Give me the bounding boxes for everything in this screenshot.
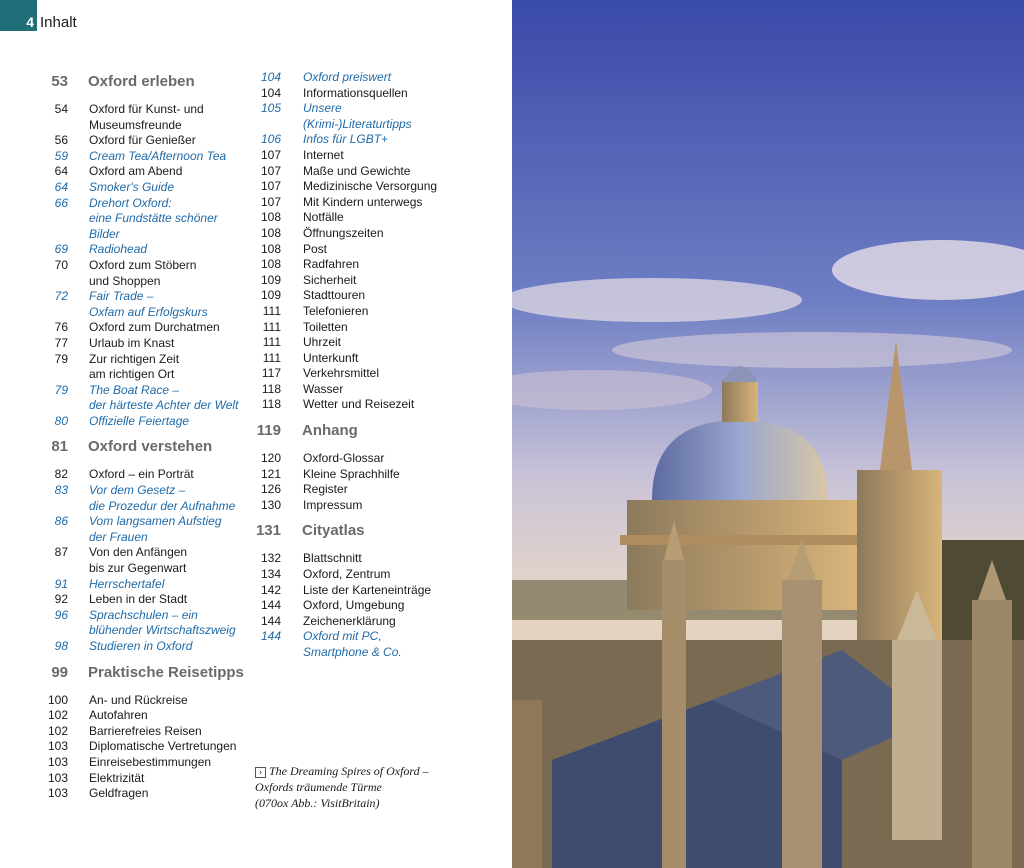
entry-page-number: 72: [54, 289, 68, 304]
entry-title: [89, 467, 194, 483]
entry-title-line: Register: [303, 482, 348, 497]
toc-entry-highlight: [44, 383, 244, 414]
toc-section-heading: [250, 422, 450, 445]
entry-page-number: 130: [260, 497, 281, 512]
caption-line-3: (070ox Abb.: VisitBritain): [255, 796, 380, 810]
entry-title: [89, 336, 174, 352]
entry-title: [303, 467, 400, 483]
entry-title-line: der härteste Achter der Welt: [89, 398, 239, 413]
toc-entry-highlight: [250, 629, 450, 660]
toc-entry: [250, 257, 450, 273]
entry-title-line: Oxford mit PC,: [303, 629, 382, 644]
section-page-number: 99: [51, 663, 68, 681]
entry-page-number: 69: [54, 242, 68, 257]
entry-title-line: Oxford, Zentrum: [303, 567, 391, 582]
entry-page-number: 96: [54, 607, 68, 622]
entry-title-line: An- und Rückreise: [89, 692, 188, 707]
section-title: Cityatlas: [302, 522, 365, 540]
entry-title-line: Oxford zum Durchatmen: [89, 320, 220, 335]
entry-page-number: 109: [260, 288, 281, 303]
toc-section-heading: [44, 73, 244, 96]
entry-title-line: Vor dem Gesetz –: [89, 483, 186, 498]
entry-page-number: 103: [47, 786, 68, 801]
entry-title: [303, 583, 431, 599]
entry-page-number: 79: [54, 382, 68, 397]
entry-title-line: Diplomatische Vertretungen: [89, 739, 237, 754]
entry-page-number: 86: [54, 514, 68, 529]
toc-entry: [250, 551, 450, 567]
entry-page-number: 105: [260, 101, 281, 116]
toc-entry: [250, 179, 450, 195]
entry-title: [89, 242, 147, 258]
entry-page-number: 103: [47, 770, 68, 785]
entry-page-number: 107: [260, 147, 281, 162]
entry-page-number: 120: [260, 451, 281, 466]
toc-entry-highlight: [44, 289, 244, 320]
entry-title: [303, 397, 414, 413]
entry-page-number: 104: [260, 85, 281, 100]
entry-page-number: 92: [54, 592, 68, 607]
toc-entry: [44, 336, 244, 352]
entry-title-line: Oxford, Umgebung: [303, 598, 405, 613]
toc-entry: [250, 467, 450, 483]
photo-illustration: [512, 0, 1024, 868]
entry-title: [303, 335, 341, 351]
entry-title: [303, 273, 356, 289]
entry-title: [303, 482, 348, 498]
entry-page-number: 126: [260, 482, 281, 497]
entry-title-line: Sprachschulen – ein: [89, 607, 198, 622]
entry-title-line: Sicherheit: [303, 272, 357, 287]
entry-title: [303, 210, 344, 226]
entry-page-number: 87: [54, 545, 68, 560]
entry-title: [303, 351, 358, 367]
entry-page-number: 118: [261, 397, 281, 412]
entry-title-line: Uhrzeit: [303, 335, 342, 350]
section-spacer: [44, 655, 244, 661]
entry-title-line: Smartphone & Co.: [303, 645, 402, 659]
entry-page-number: 144: [260, 598, 281, 613]
entry-title: [89, 739, 236, 755]
entry-title: [303, 242, 327, 258]
caption-line-2: Oxfords träumende Türme: [255, 780, 382, 794]
toc-entry: [44, 164, 244, 180]
entry-title-line: Oxford für Genießer: [89, 133, 196, 148]
entry-page-number: 103: [47, 739, 68, 754]
entry-title-line: Radfahren: [303, 257, 360, 272]
toc-column-left: [44, 70, 244, 802]
entry-page-number: 64: [54, 179, 68, 194]
toc-entry: [250, 567, 450, 583]
entry-title: [89, 708, 148, 724]
entry-title-line: Unsere (Krimi-)Literaturtipps: [303, 101, 412, 131]
oxford-spires-photo: [512, 0, 1024, 868]
entry-title-line: blühender Wirtschaftszweig: [89, 623, 236, 638]
entry-page-number: 102: [47, 723, 68, 738]
toc-section-heading: [250, 522, 450, 545]
entry-page-number: 118: [261, 381, 281, 396]
entry-page-number: 77: [54, 335, 68, 350]
entry-page-number: 56: [54, 133, 68, 148]
toc-entry: [250, 397, 450, 413]
toc-entry: [250, 320, 450, 336]
entry-page-number: 54: [54, 102, 68, 116]
entry-title-line: Smoker's Guide: [89, 179, 174, 194]
entry-title-line: und Shoppen: [89, 273, 161, 288]
photo-caption: [255, 763, 455, 811]
entry-title: [303, 320, 348, 336]
entry-title-line: bis zur Gegenwart: [89, 561, 187, 576]
entry-title-line: Radiohead: [89, 242, 148, 257]
toc-entry: [44, 133, 244, 149]
entry-title-line: Toiletten: [303, 319, 348, 334]
entry-title-line: Medizinische Versorgung: [303, 179, 438, 194]
entry-title-line: Oxford zum Stöbern: [89, 257, 197, 272]
toc-entry-highlight: [44, 242, 244, 258]
section-page-number: 119: [256, 422, 281, 440]
page-number: 4: [26, 14, 34, 30]
entry-title-line: Offizielle Feiertage: [89, 413, 190, 428]
toc-entry-highlight: [250, 101, 450, 132]
entry-title: [89, 592, 187, 608]
toc-entry: [250, 86, 450, 102]
entry-title-line: Wasser: [303, 381, 344, 396]
toc-entry: [44, 592, 244, 608]
entry-title-line: Informationsquellen: [303, 85, 408, 100]
entry-title: [303, 382, 343, 398]
entry-title: [303, 226, 384, 242]
entry-title-line: Oxford für Kunst- und: [89, 102, 204, 116]
toc-entry: [250, 382, 450, 398]
section-page-number: 131: [255, 522, 281, 540]
entry-page-number: 134: [260, 567, 281, 582]
entry-title-line: Urlaub im Knast: [89, 335, 175, 350]
section-spacer: [250, 413, 450, 419]
toc-entry: [44, 755, 244, 771]
entry-page-number: 59: [54, 148, 68, 163]
entry-title: [89, 755, 211, 771]
entry-title-line: Verkehrsmittel: [303, 366, 380, 381]
entry-page-number: 144: [260, 629, 281, 644]
entry-page-number: 104: [260, 70, 281, 84]
section-title: Oxford verstehen: [88, 438, 213, 456]
toc-section-heading: [44, 438, 244, 461]
toc-entry-highlight: [44, 414, 244, 430]
section-page-number: 81: [51, 438, 68, 456]
entry-page-number: 142: [260, 582, 281, 597]
entry-title: [303, 179, 437, 195]
toc-entry: [44, 771, 244, 787]
entry-title-line: Oxford – ein Porträt: [89, 467, 194, 482]
toc-entry: [250, 195, 450, 211]
entry-title: [89, 608, 236, 639]
entry-title-line: Von den Anfängen: [89, 545, 188, 560]
entry-title: [303, 70, 391, 86]
toc-entry: [44, 467, 244, 483]
entry-title-line: Oxford preiswert: [303, 70, 392, 84]
toc-entry: [250, 164, 450, 180]
entry-title-line: der Frauen: [89, 529, 148, 544]
entry-page-number: 100: [47, 692, 68, 707]
entry-title-line: Drehort Oxford:: [89, 195, 172, 210]
entry-title-line: eine Fundstätte schöner Bilder: [89, 211, 218, 241]
entry-title-line: Blattschnitt: [303, 551, 362, 566]
entry-title: [89, 320, 220, 336]
entry-title: [303, 498, 362, 514]
entry-title: [89, 639, 192, 655]
entry-title: [89, 786, 148, 802]
toc-entry: [44, 258, 244, 289]
entry-title-line: Oxfam auf Erfolgskurs: [89, 304, 208, 319]
entry-title-line: Fair Trade –: [89, 289, 154, 304]
toc-entry: [250, 583, 450, 599]
entry-page-number: 76: [54, 320, 68, 335]
section-page-number: 53: [51, 73, 68, 90]
entry-page-number: 70: [54, 257, 68, 272]
entry-title: [89, 693, 188, 709]
entry-title: [303, 164, 410, 180]
entry-title-line: Einreisebestimmungen: [89, 754, 212, 769]
entry-page-number: 102: [47, 708, 68, 723]
entry-title: [303, 132, 388, 148]
entry-title-line: Autofahren: [89, 708, 148, 723]
page-number-box: [0, 0, 37, 31]
section-spacer: [250, 513, 450, 519]
toc-entry: [250, 482, 450, 498]
entry-page-number: 66: [54, 195, 68, 210]
section-title: Anhang: [302, 422, 358, 440]
entry-title: [303, 86, 408, 102]
entry-title-line: Studieren in Oxford: [89, 639, 193, 653]
entry-title: [303, 195, 422, 211]
toc-entry: [250, 598, 450, 614]
entry-title: [303, 366, 379, 382]
entry-title: [89, 514, 222, 545]
entry-title-line: Geldfragen: [89, 786, 149, 801]
entry-title: [303, 567, 390, 583]
entry-page-number: 108: [260, 241, 281, 256]
toc-entry: [44, 786, 244, 802]
entry-title: [89, 577, 164, 593]
entry-title: [303, 288, 365, 304]
photo-reference-icon: ›: [255, 767, 266, 778]
entry-page-number: 107: [260, 194, 281, 209]
entry-page-number: 103: [47, 754, 68, 769]
page-title: Inhalt: [40, 14, 77, 31]
toc-entry: [250, 242, 450, 258]
entry-page-number: 108: [260, 257, 281, 272]
entry-page-number: 106: [260, 132, 281, 147]
entry-title-line: Herrschertafel: [89, 576, 165, 591]
entry-title-line: Unterkunft: [303, 350, 359, 365]
entry-title: [89, 180, 174, 196]
entry-title-line: Zur richtigen Zeit: [89, 351, 180, 366]
entry-page-number: 111: [262, 350, 281, 365]
entry-title: [89, 196, 244, 243]
entry-page-number: 132: [260, 551, 281, 566]
entry-page-number: 108: [260, 210, 281, 225]
toc-entry-highlight: [44, 149, 244, 165]
toc-entry-highlight: [44, 639, 244, 655]
entry-page-number: 107: [260, 163, 281, 178]
entry-title-line: die Prozedur der Aufnahme: [89, 498, 236, 513]
entry-title: [89, 414, 189, 430]
entry-title-line: Öffnungszeiten: [303, 225, 384, 240]
toc-section-heading: [44, 664, 244, 687]
entry-title: [89, 258, 196, 289]
toc-entry-highlight: [250, 132, 450, 148]
toc-entry: [250, 148, 450, 164]
toc-entry-highlight: [250, 70, 450, 86]
toc-entry-highlight: [44, 196, 244, 243]
toc-entry: [250, 304, 450, 320]
toc-entry: [44, 724, 244, 740]
entry-title-line: Museumsfreunde: [89, 117, 182, 132]
entry-page-number: 98: [54, 639, 68, 653]
toc-entry: [250, 351, 450, 367]
entry-page-number: 111: [262, 303, 281, 318]
entry-title-line: Barrierefreies Reisen: [89, 723, 202, 738]
toc-entry-highlight: [44, 514, 244, 545]
entry-title: [303, 598, 404, 614]
entry-title: [89, 133, 196, 149]
toc-entry-highlight: [44, 483, 244, 514]
toc-entry: [250, 451, 450, 467]
entry-title: [303, 257, 359, 273]
entry-title-line: Elektrizität: [89, 770, 145, 785]
entry-title: [89, 352, 179, 383]
toc-entry: [250, 210, 450, 226]
entry-title: [89, 483, 235, 514]
entry-page-number: 144: [260, 613, 281, 628]
entry-page-number: 121: [260, 466, 281, 481]
entry-page-number: 111: [262, 319, 281, 334]
entry-title: [89, 383, 238, 414]
toc-entry: [250, 498, 450, 514]
entry-title: [303, 451, 384, 467]
entry-title: [303, 304, 368, 320]
entry-title: [303, 101, 450, 132]
entry-title: [89, 289, 208, 320]
toc-entry: [44, 739, 244, 755]
entry-title-line: Maße und Gewichte: [303, 163, 411, 178]
entry-page-number: 117: [261, 366, 281, 381]
entry-title-line: Leben in der Stadt: [89, 592, 188, 607]
entry-title: [89, 164, 182, 180]
toc-entry: [44, 352, 244, 383]
entry-title-line: The Boat Race –: [89, 382, 180, 397]
entry-page-number: 107: [260, 179, 281, 194]
toc-entry-highlight: [44, 577, 244, 593]
entry-title: [303, 148, 344, 164]
entry-title-line: Stadttouren: [303, 288, 366, 303]
toc-entry: [44, 693, 244, 709]
entry-title: [89, 149, 226, 165]
entry-title-line: Notfälle: [303, 210, 344, 225]
entry-title-line: Oxford-Glossar: [303, 451, 385, 466]
entry-page-number: 91: [54, 576, 68, 591]
entry-title: [303, 551, 362, 567]
section-spacer: [44, 429, 244, 435]
entry-title-line: Cream Tea/Afternoon Tea: [89, 148, 227, 163]
entry-page-number: 108: [260, 225, 281, 240]
entry-title-line: Post: [303, 241, 328, 256]
toc-entry-highlight: [44, 608, 244, 639]
entry-title-line: Internet: [303, 147, 344, 162]
toc-entry: [250, 288, 450, 304]
section-title: Oxford erleben: [88, 73, 195, 90]
entry-title: [89, 545, 187, 576]
toc-entry: [44, 320, 244, 336]
entry-page-number: 111: [262, 335, 281, 350]
caption-line-1: › The Dreaming Spires of Oxford –: [255, 763, 455, 779]
entry-page-number: 83: [54, 483, 68, 498]
toc-entry: [250, 226, 450, 242]
entry-title: [303, 614, 396, 630]
toc-entry-highlight: [44, 180, 244, 196]
entry-title-line: am richtigen Ort: [89, 367, 175, 382]
toc-entry: [44, 708, 244, 724]
entry-title-line: Impressum: [303, 497, 363, 512]
entry-title: [89, 102, 204, 133]
entry-title-line: Zeichenerklärung: [303, 613, 396, 628]
toc-column-right: [250, 70, 450, 661]
toc-entry: [250, 614, 450, 630]
entry-title: [89, 724, 202, 740]
toc-entry: [250, 335, 450, 351]
toc-entry: [250, 273, 450, 289]
entry-title-line: Kleine Sprachhilfe: [303, 466, 400, 481]
toc-entry: [44, 545, 244, 576]
entry-page-number: 79: [54, 351, 68, 366]
entry-title-line: Telefonieren: [303, 303, 369, 318]
toc-entry: [44, 102, 244, 133]
entry-title-line: Oxford am Abend: [89, 164, 183, 179]
entry-page-number: 80: [54, 413, 68, 428]
toc-entry: [250, 366, 450, 382]
entry-page-number: 64: [54, 164, 68, 179]
entry-title-line: Wetter und Reisezeit: [303, 397, 415, 412]
entry-title-line: Vom langsamen Aufstieg: [89, 514, 222, 529]
entry-title-line: Infos für LGBT+: [303, 132, 389, 147]
entry-page-number: 82: [54, 467, 68, 482]
section-title: Praktische Reisetipps: [88, 663, 244, 681]
entry-title: [303, 629, 402, 660]
entry-page-number: 109: [260, 272, 281, 287]
entry-title: [89, 771, 144, 787]
entry-title-line: Liste der Karteneinträge: [303, 582, 432, 597]
entry-title-line: Mit Kindern unterwegs: [303, 194, 423, 209]
